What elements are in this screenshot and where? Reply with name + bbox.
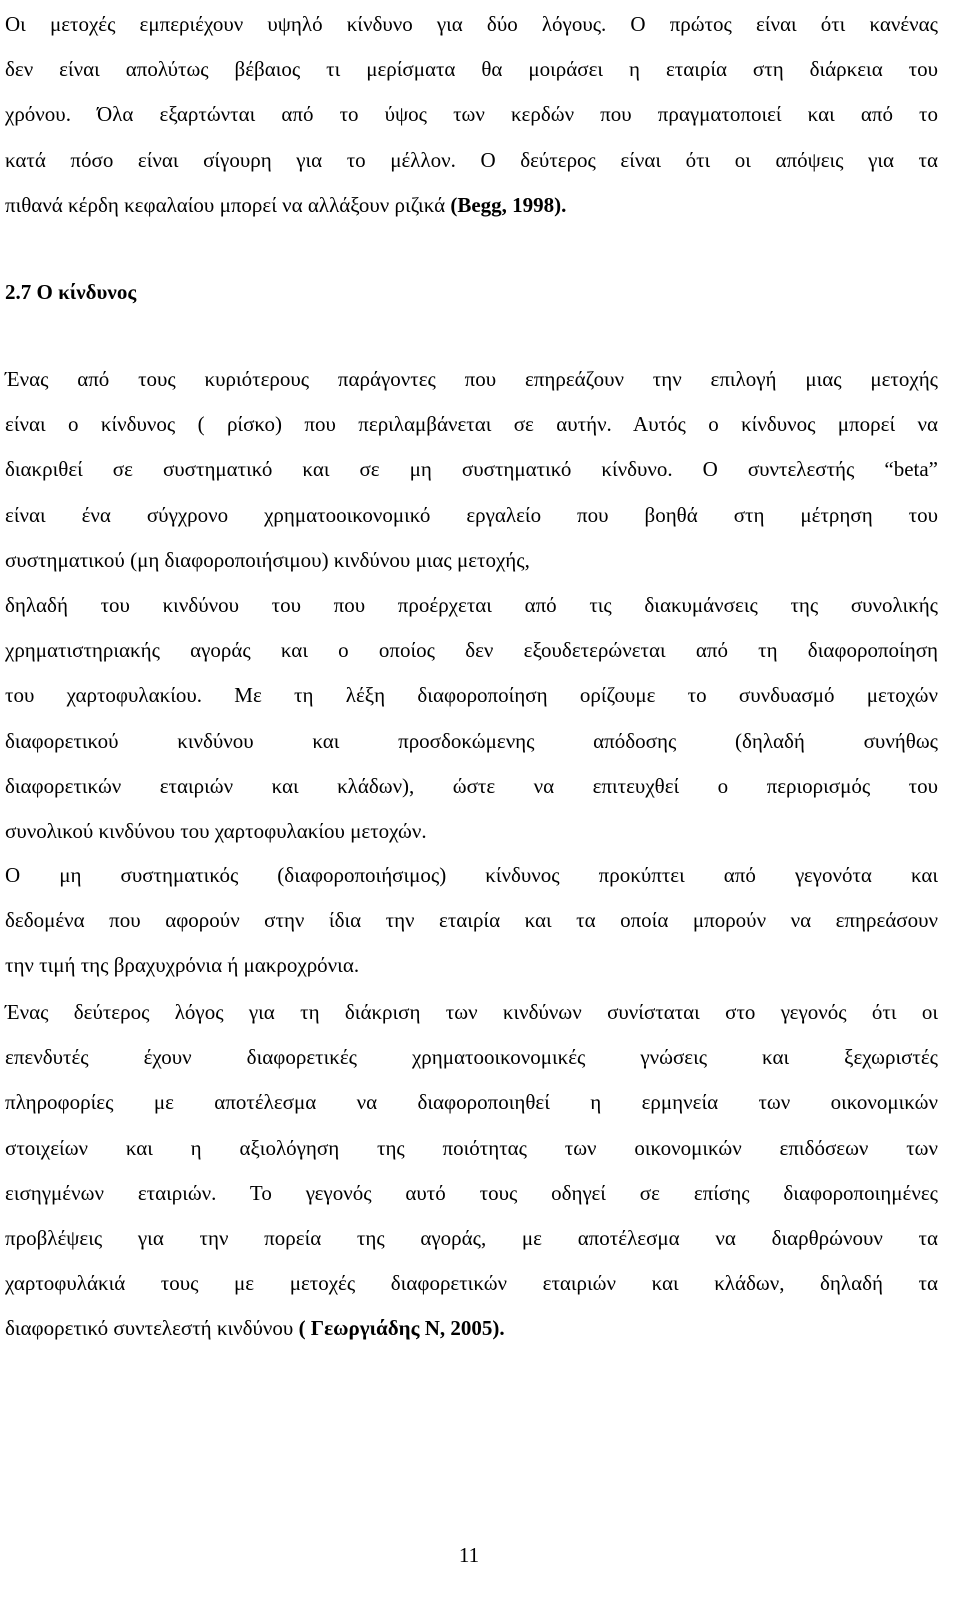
text-line: Ο μη συστηματικός (διαφοροποιήσιμος) κίνδυνος προκύπτει από γεγονότα και <box>5 863 938 887</box>
text-line: χρηματιστηριακής αγοράς και ο οποίος δεν εξουδετερώνεται από τη διαφοροποίηση <box>5 638 938 663</box>
text-line: διαφορετικού κινδύνου και προσδοκώμενης απόδοσης (δηλαδή συνήθως <box>5 728 938 753</box>
text-line: εισηγμένων εταιριών. Το γεγονός αυτό τους οδηγεί σε επίσης διαφοροποιημένες <box>5 1180 938 1205</box>
text-line: χρόνου. Όλα εξαρτώνται από το ύψος των κερδών που πραγματοποιεί και από το <box>5 102 938 127</box>
text-line: Οι μετοχές εμπεριέχουν υψηλό κίνδυνο για δύο λόγους. Ο πρώτος είναι ότι κανένας <box>5 12 938 36</box>
text-line: στοιχείων και η αξιολόγηση της ποιότητας των οικονομικών επιδόσεων των <box>5 1135 938 1160</box>
text-line: δεν είναι απολύτως βέβαιος τι μερίσματα θα μοιράσει η εταιρία στη διάρκεια του <box>5 57 938 82</box>
text-line: Ένας από τους κυριότερους παράγοντες που επηρεάζουν την επιλογή μιας μετοχής <box>5 367 938 391</box>
text-line-content: πιθανά κέρδη κεφαλαίου μπορεί να αλλάξουν ριζικά <box>5 192 451 217</box>
text-line: πληροφορίες με αποτέλεσμα να διαφοροποιηθεί η ερμηνεία των οικονομικών <box>5 1090 938 1115</box>
text-line: συνολικού κινδύνου του χαρτοφυλακίου μετοχών. <box>5 818 427 843</box>
citation: ( Γεωργιάδης Ν, 2005). <box>298 1316 505 1341</box>
text-line: χαρτοφυλάκιά τους με μετοχές διαφορετικών εταιριών και κλάδων, δηλαδή τα <box>5 1271 938 1296</box>
text-line: του χαρτοφυλακίου. Με τη λέξη διαφοροποίηση ορίζουμε το συνδυασμό μετοχών <box>5 683 938 708</box>
text-line <box>5 1306 938 1351</box>
text-line: συστηματικού (μη διαφοροποιήσιμου) κινδύνου μιας μετοχής, <box>5 547 530 572</box>
text-line: επενδυτές έχουν διαφορετικές χρηματοοικονομικές γνώσεις και ξεχωριστές <box>5 1045 938 1070</box>
page-number: 11 <box>458 1543 480 1567</box>
text-line: κατά πόσο είναι σίγουρη για το μέλλον. Ο δεύτερος είναι ότι οι απόψεις για τα <box>5 147 938 172</box>
text-line: είναι ένα σύγχρονο χρηματοοικονομικό εργαλείο που βοηθά στη μέτρηση του <box>5 502 938 527</box>
citation: (Begg, 1998). <box>450 192 567 217</box>
text-line-content: διαφορετικό συντελεστή κινδύνου <box>5 1316 299 1341</box>
text-line: προβλέψεις για την πορεία της αγοράς, με αποτέλεσμα να διαρθρώνουν τα <box>5 1225 938 1250</box>
text-line: είναι ο κίνδυνος ( ρίσκο) που περιλαμβάνεται σε αυτήν. Αυτός ο κίνδυνος μπορεί να <box>5 412 938 437</box>
section-heading: 2.7 Ο κίνδυνος <box>5 280 137 304</box>
text-line: δεδομένα που αφορούν στην ίδια την εταιρία και τα οποία μπορούν να επηρεάσουν <box>5 908 938 933</box>
text-line: δηλαδή του κινδύνου του που προέρχεται από τις διακυμάνσεις της συνολικής <box>5 592 938 617</box>
paragraph-3 <box>5 853 938 989</box>
paragraph-4 <box>5 990 938 1352</box>
paragraph-2 <box>5 357 938 854</box>
text-line: την τιμή της βραχυχρόνια ή μακροχρόνια. <box>5 953 360 978</box>
text-line: διακριθεί σε συστηματικό και σε μη συστηματικό κίνδυνο. Ο συντελεστής “beta” <box>5 457 938 482</box>
paragraph-1 <box>5 2 938 228</box>
text-line: Ένας δεύτερος λόγος για τη διάκριση των κινδύνων συνίσταται στο γεγονός ότι οι <box>5 1000 938 1024</box>
text-line: διαφορετικών εταιριών και κλάδων), ώστε να επιτευχθεί ο περιορισμός του <box>5 773 938 798</box>
text-line <box>5 183 938 228</box>
